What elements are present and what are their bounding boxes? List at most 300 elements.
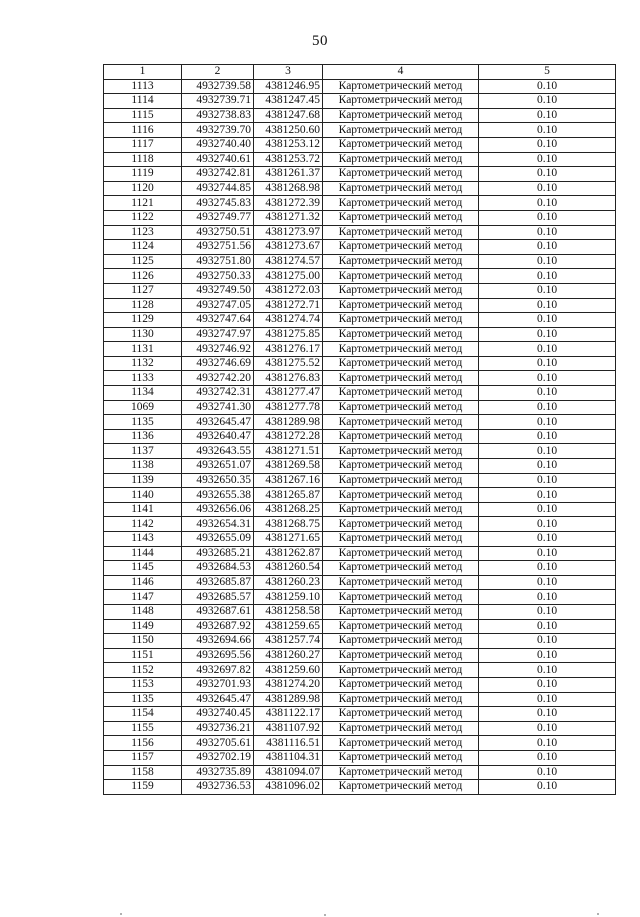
- table-row: [104, 94, 616, 109]
- x-coordinate-cell: 4932740.40: [182, 137, 254, 152]
- accuracy-cell: 0.10: [479, 648, 616, 663]
- method-cell: Картометрический метод: [323, 415, 479, 430]
- point-number-cell: 1147: [104, 590, 182, 605]
- y-coordinate-cell: 4381271.65: [254, 532, 323, 547]
- table-row: [104, 123, 616, 138]
- table-row: [104, 721, 616, 736]
- point-number-cell: 1127: [104, 283, 182, 298]
- point-number-cell: 1117: [104, 137, 182, 152]
- method-cell: Картометрический метод: [323, 386, 479, 401]
- x-coordinate-cell: 4932746.69: [182, 356, 254, 371]
- x-coordinate-cell: 4932685.87: [182, 575, 254, 590]
- y-coordinate-cell: 4381253.12: [254, 137, 323, 152]
- header-col-4: 4: [323, 65, 479, 80]
- method-cell: Картометрический метод: [323, 604, 479, 619]
- table-row: [104, 371, 616, 386]
- y-coordinate-cell: 4381275.00: [254, 269, 323, 284]
- table-body: [104, 79, 616, 794]
- method-cell: Картометрический метод: [323, 108, 479, 123]
- y-coordinate-cell: 4381272.71: [254, 298, 323, 313]
- scan-speck: [120, 913, 122, 915]
- scan-speck: [597, 913, 599, 915]
- point-number-cell: 1133: [104, 371, 182, 386]
- y-coordinate-cell: 4381272.03: [254, 283, 323, 298]
- x-coordinate-cell: 4932685.57: [182, 590, 254, 605]
- point-number-cell: 1128: [104, 298, 182, 313]
- point-number-cell: 1131: [104, 342, 182, 357]
- accuracy-cell: 0.10: [479, 502, 616, 517]
- x-coordinate-cell: 4932739.71: [182, 94, 254, 109]
- y-coordinate-cell: 4381274.20: [254, 677, 323, 692]
- accuracy-cell: 0.10: [479, 532, 616, 547]
- table-row: [104, 707, 616, 722]
- y-coordinate-cell: 4381277.78: [254, 400, 323, 415]
- y-coordinate-cell: 4381094.07: [254, 765, 323, 780]
- accuracy-cell: 0.10: [479, 473, 616, 488]
- point-number-cell: 1119: [104, 167, 182, 182]
- table-row: [104, 225, 616, 240]
- accuracy-cell: 0.10: [479, 210, 616, 225]
- point-number-cell: 1154: [104, 707, 182, 722]
- table-row: [104, 269, 616, 284]
- x-coordinate-cell: 4932744.85: [182, 181, 254, 196]
- point-number-cell: 1159: [104, 780, 182, 795]
- accuracy-cell: 0.10: [479, 692, 616, 707]
- accuracy-cell: 0.10: [479, 707, 616, 722]
- y-coordinate-cell: 4381268.75: [254, 517, 323, 532]
- table-row: [104, 648, 616, 663]
- table-row: [104, 79, 616, 94]
- accuracy-cell: 0.10: [479, 546, 616, 561]
- accuracy-cell: 0.10: [479, 240, 616, 255]
- accuracy-cell: 0.10: [479, 575, 616, 590]
- table-row: [104, 400, 616, 415]
- x-coordinate-cell: 4932650.35: [182, 473, 254, 488]
- method-cell: Картометрический метод: [323, 677, 479, 692]
- table-row: [104, 240, 616, 255]
- x-coordinate-cell: 4932749.77: [182, 210, 254, 225]
- x-coordinate-cell: 4932736.53: [182, 780, 254, 795]
- method-cell: Картометрический метод: [323, 634, 479, 649]
- method-cell: Картометрический метод: [323, 619, 479, 634]
- x-coordinate-cell: 4932742.31: [182, 386, 254, 401]
- accuracy-cell: 0.10: [479, 750, 616, 765]
- table-row: [104, 663, 616, 678]
- y-coordinate-cell: 4381272.28: [254, 429, 323, 444]
- y-coordinate-cell: 4381271.32: [254, 210, 323, 225]
- x-coordinate-cell: 4932684.53: [182, 561, 254, 576]
- point-number-cell: 1157: [104, 750, 182, 765]
- point-number-cell: 1135: [104, 692, 182, 707]
- y-coordinate-cell: 4381247.68: [254, 108, 323, 123]
- accuracy-cell: 0.10: [479, 225, 616, 240]
- point-number-cell: 1122: [104, 210, 182, 225]
- accuracy-cell: 0.10: [479, 123, 616, 138]
- x-coordinate-cell: 4932694.66: [182, 634, 254, 649]
- y-coordinate-cell: 4381273.97: [254, 225, 323, 240]
- x-coordinate-cell: 4932739.70: [182, 123, 254, 138]
- accuracy-cell: 0.10: [479, 181, 616, 196]
- table-row: [104, 429, 616, 444]
- table-row: [104, 415, 616, 430]
- method-cell: Картометрический метод: [323, 254, 479, 269]
- x-coordinate-cell: 4932740.45: [182, 707, 254, 722]
- x-coordinate-cell: 4932655.09: [182, 532, 254, 547]
- y-coordinate-cell: 4381276.17: [254, 342, 323, 357]
- method-cell: Картометрический метод: [323, 488, 479, 503]
- method-cell: Картометрический метод: [323, 240, 479, 255]
- table-row: [104, 386, 616, 401]
- point-number-cell: 1121: [104, 196, 182, 211]
- x-coordinate-cell: 4932750.51: [182, 225, 254, 240]
- y-coordinate-cell: 4381260.54: [254, 561, 323, 576]
- point-number-cell: 1141: [104, 502, 182, 517]
- y-coordinate-cell: 4381247.45: [254, 94, 323, 109]
- table-row: [104, 473, 616, 488]
- method-cell: Картометрический метод: [323, 269, 479, 284]
- accuracy-cell: 0.10: [479, 108, 616, 123]
- method-cell: Картометрический метод: [323, 210, 479, 225]
- method-cell: Картометрический метод: [323, 123, 479, 138]
- method-cell: Картометрический метод: [323, 298, 479, 313]
- point-number-cell: 1113: [104, 79, 182, 94]
- point-number-cell: 1150: [104, 634, 182, 649]
- y-coordinate-cell: 4381273.67: [254, 240, 323, 255]
- table-row: [104, 765, 616, 780]
- method-cell: Картометрический метод: [323, 648, 479, 663]
- y-coordinate-cell: 4381275.52: [254, 356, 323, 371]
- method-cell: Картометрический метод: [323, 400, 479, 415]
- point-number-cell: 1123: [104, 225, 182, 240]
- y-coordinate-cell: 4381257.74: [254, 634, 323, 649]
- point-number-cell: 1069: [104, 400, 182, 415]
- table-row: [104, 196, 616, 211]
- header-col-2: 2: [182, 65, 254, 80]
- x-coordinate-cell: 4932697.82: [182, 663, 254, 678]
- method-cell: Картометрический метод: [323, 517, 479, 532]
- y-coordinate-cell: 4381261.37: [254, 167, 323, 182]
- accuracy-cell: 0.10: [479, 254, 616, 269]
- table-row: [104, 750, 616, 765]
- accuracy-cell: 0.10: [479, 400, 616, 415]
- y-coordinate-cell: 4381269.58: [254, 459, 323, 474]
- y-coordinate-cell: 4381260.23: [254, 575, 323, 590]
- point-number-cell: 1151: [104, 648, 182, 663]
- table-row: [104, 181, 616, 196]
- point-number-cell: 1155: [104, 721, 182, 736]
- x-coordinate-cell: 4932643.55: [182, 444, 254, 459]
- y-coordinate-cell: 4381116.51: [254, 736, 323, 751]
- method-cell: Картометрический метод: [323, 196, 479, 211]
- x-coordinate-cell: 4932745.83: [182, 196, 254, 211]
- accuracy-cell: 0.10: [479, 371, 616, 386]
- accuracy-cell: 0.10: [479, 561, 616, 576]
- method-cell: Картометрический метод: [323, 721, 479, 736]
- method-cell: Картометрический метод: [323, 283, 479, 298]
- x-coordinate-cell: 4932655.38: [182, 488, 254, 503]
- x-coordinate-cell: 4932747.64: [182, 313, 254, 328]
- x-coordinate-cell: 4932742.81: [182, 167, 254, 182]
- point-number-cell: 1126: [104, 269, 182, 284]
- point-number-cell: 1140: [104, 488, 182, 503]
- y-coordinate-cell: 4381104.31: [254, 750, 323, 765]
- method-cell: Картометрический метод: [323, 167, 479, 182]
- y-coordinate-cell: 4381250.60: [254, 123, 323, 138]
- point-number-cell: 1116: [104, 123, 182, 138]
- table-row: [104, 283, 616, 298]
- method-cell: Картометрический метод: [323, 502, 479, 517]
- method-cell: Картометрический метод: [323, 692, 479, 707]
- table-row: [104, 108, 616, 123]
- coordinates-table: [103, 64, 616, 795]
- x-coordinate-cell: 4932736.21: [182, 721, 254, 736]
- table-row: [104, 677, 616, 692]
- accuracy-cell: 0.10: [479, 196, 616, 211]
- method-cell: Картометрический метод: [323, 444, 479, 459]
- x-coordinate-cell: 4932740.61: [182, 152, 254, 167]
- x-coordinate-cell: 4932705.61: [182, 736, 254, 751]
- accuracy-cell: 0.10: [479, 780, 616, 795]
- method-cell: Картометрический метод: [323, 561, 479, 576]
- table-row: [104, 298, 616, 313]
- table-row: [104, 254, 616, 269]
- x-coordinate-cell: 4932702.19: [182, 750, 254, 765]
- accuracy-cell: 0.10: [479, 269, 616, 284]
- table-row: [104, 137, 616, 152]
- accuracy-cell: 0.10: [479, 444, 616, 459]
- point-number-cell: 1138: [104, 459, 182, 474]
- table-row: [104, 444, 616, 459]
- point-number-cell: 1143: [104, 532, 182, 547]
- point-number-cell: 1146: [104, 575, 182, 590]
- accuracy-cell: 0.10: [479, 79, 616, 94]
- y-coordinate-cell: 4381259.10: [254, 590, 323, 605]
- method-cell: Картометрический метод: [323, 94, 479, 109]
- x-coordinate-cell: 4932751.56: [182, 240, 254, 255]
- accuracy-cell: 0.10: [479, 313, 616, 328]
- accuracy-cell: 0.10: [479, 517, 616, 532]
- x-coordinate-cell: 4932735.89: [182, 765, 254, 780]
- y-coordinate-cell: 4381277.47: [254, 386, 323, 401]
- method-cell: Картометрический метод: [323, 750, 479, 765]
- method-cell: Картометрический метод: [323, 546, 479, 561]
- x-coordinate-cell: 4932685.21: [182, 546, 254, 561]
- point-number-cell: 1118: [104, 152, 182, 167]
- y-coordinate-cell: 4381274.74: [254, 313, 323, 328]
- x-coordinate-cell: 4932645.47: [182, 415, 254, 430]
- x-coordinate-cell: 4932747.97: [182, 327, 254, 342]
- y-coordinate-cell: 4381268.98: [254, 181, 323, 196]
- method-cell: Картометрический метод: [323, 225, 479, 240]
- table-row: [104, 327, 616, 342]
- point-number-cell: 1135: [104, 415, 182, 430]
- y-coordinate-cell: 4381271.51: [254, 444, 323, 459]
- point-number-cell: 1114: [104, 94, 182, 109]
- table-row: [104, 575, 616, 590]
- y-coordinate-cell: 4381253.72: [254, 152, 323, 167]
- point-number-cell: 1142: [104, 517, 182, 532]
- method-cell: Картометрический метод: [323, 663, 479, 678]
- accuracy-cell: 0.10: [479, 94, 616, 109]
- header-col-5: 5: [479, 65, 616, 80]
- table-row: [104, 167, 616, 182]
- accuracy-cell: 0.10: [479, 283, 616, 298]
- x-coordinate-cell: 4932640.47: [182, 429, 254, 444]
- accuracy-cell: 0.10: [479, 736, 616, 751]
- accuracy-cell: 0.10: [479, 386, 616, 401]
- page-number: 50: [312, 33, 328, 49]
- accuracy-cell: 0.10: [479, 721, 616, 736]
- y-coordinate-cell: 4381268.25: [254, 502, 323, 517]
- table-row: [104, 488, 616, 503]
- header-col-3: 3: [254, 65, 323, 80]
- y-coordinate-cell: 4381276.83: [254, 371, 323, 386]
- x-coordinate-cell: 4932739.58: [182, 79, 254, 94]
- table-row: [104, 342, 616, 357]
- method-cell: Картометрический метод: [323, 342, 479, 357]
- x-coordinate-cell: 4932695.56: [182, 648, 254, 663]
- y-coordinate-cell: 4381259.65: [254, 619, 323, 634]
- y-coordinate-cell: 4381107.92: [254, 721, 323, 736]
- table-header-row: [104, 65, 616, 80]
- x-coordinate-cell: 4932749.50: [182, 283, 254, 298]
- point-number-cell: 1139: [104, 473, 182, 488]
- table-row: [104, 502, 616, 517]
- point-number-cell: 1120: [104, 181, 182, 196]
- y-coordinate-cell: 4381262.87: [254, 546, 323, 561]
- table-row: [104, 459, 616, 474]
- method-cell: Картометрический метод: [323, 473, 479, 488]
- point-number-cell: 1134: [104, 386, 182, 401]
- y-coordinate-cell: 4381096.02: [254, 780, 323, 795]
- table-row: [104, 619, 616, 634]
- method-cell: Картометрический метод: [323, 356, 479, 371]
- y-coordinate-cell: 4381289.98: [254, 692, 323, 707]
- accuracy-cell: 0.10: [479, 415, 616, 430]
- accuracy-cell: 0.10: [479, 619, 616, 634]
- table-row: [104, 313, 616, 328]
- y-coordinate-cell: 4381258.58: [254, 604, 323, 619]
- table-row: [104, 356, 616, 371]
- x-coordinate-cell: 4932750.33: [182, 269, 254, 284]
- accuracy-cell: 0.10: [479, 663, 616, 678]
- x-coordinate-cell: 4932651.07: [182, 459, 254, 474]
- x-coordinate-cell: 4932738.83: [182, 108, 254, 123]
- x-coordinate-cell: 4932751.80: [182, 254, 254, 269]
- method-cell: Картометрический метод: [323, 152, 479, 167]
- method-cell: Картометрический метод: [323, 371, 479, 386]
- table-row: [104, 736, 616, 751]
- y-coordinate-cell: 4381246.95: [254, 79, 323, 94]
- accuracy-cell: 0.10: [479, 342, 616, 357]
- method-cell: Картометрический метод: [323, 707, 479, 722]
- method-cell: Картометрический метод: [323, 780, 479, 795]
- x-coordinate-cell: 4932701.93: [182, 677, 254, 692]
- x-coordinate-cell: 4932654.31: [182, 517, 254, 532]
- accuracy-cell: 0.10: [479, 459, 616, 474]
- x-coordinate-cell: 4932687.92: [182, 619, 254, 634]
- point-number-cell: 1158: [104, 765, 182, 780]
- y-coordinate-cell: 4381267.16: [254, 473, 323, 488]
- table-row: [104, 517, 616, 532]
- accuracy-cell: 0.10: [479, 604, 616, 619]
- accuracy-cell: 0.10: [479, 590, 616, 605]
- point-number-cell: 1137: [104, 444, 182, 459]
- point-number-cell: 1148: [104, 604, 182, 619]
- accuracy-cell: 0.10: [479, 356, 616, 371]
- point-number-cell: 1130: [104, 327, 182, 342]
- table-row: [104, 604, 616, 619]
- table-row: [104, 590, 616, 605]
- accuracy-cell: 0.10: [479, 634, 616, 649]
- point-number-cell: 1132: [104, 356, 182, 371]
- x-coordinate-cell: 4932656.06: [182, 502, 254, 517]
- y-coordinate-cell: 4381272.39: [254, 196, 323, 211]
- method-cell: Картометрический метод: [323, 590, 479, 605]
- method-cell: Картометрический метод: [323, 429, 479, 444]
- y-coordinate-cell: 4381259.60: [254, 663, 323, 678]
- accuracy-cell: 0.10: [479, 327, 616, 342]
- x-coordinate-cell: 4932645.47: [182, 692, 254, 707]
- point-number-cell: 1153: [104, 677, 182, 692]
- accuracy-cell: 0.10: [479, 137, 616, 152]
- method-cell: Картометрический метод: [323, 79, 479, 94]
- method-cell: Картометрический метод: [323, 459, 479, 474]
- y-coordinate-cell: 4381289.98: [254, 415, 323, 430]
- x-coordinate-cell: 4932742.20: [182, 371, 254, 386]
- accuracy-cell: 0.10: [479, 677, 616, 692]
- table-row: [104, 210, 616, 225]
- point-number-cell: 1136: [104, 429, 182, 444]
- method-cell: Картометрический метод: [323, 736, 479, 751]
- accuracy-cell: 0.10: [479, 152, 616, 167]
- table-row: [104, 780, 616, 795]
- y-coordinate-cell: 4381265.87: [254, 488, 323, 503]
- method-cell: Картометрический метод: [323, 137, 479, 152]
- y-coordinate-cell: 4381274.57: [254, 254, 323, 269]
- x-coordinate-cell: 4932687.61: [182, 604, 254, 619]
- accuracy-cell: 0.10: [479, 429, 616, 444]
- point-number-cell: 1115: [104, 108, 182, 123]
- accuracy-cell: 0.10: [479, 765, 616, 780]
- method-cell: Картометрический метод: [323, 575, 479, 590]
- accuracy-cell: 0.10: [479, 167, 616, 182]
- table-row: [104, 546, 616, 561]
- x-coordinate-cell: 4932746.92: [182, 342, 254, 357]
- x-coordinate-cell: 4932747.05: [182, 298, 254, 313]
- point-number-cell: 1152: [104, 663, 182, 678]
- point-number-cell: 1149: [104, 619, 182, 634]
- point-number-cell: 1144: [104, 546, 182, 561]
- x-coordinate-cell: 4932741.30: [182, 400, 254, 415]
- method-cell: Картометрический метод: [323, 181, 479, 196]
- table-row: [104, 692, 616, 707]
- accuracy-cell: 0.10: [479, 298, 616, 313]
- y-coordinate-cell: 4381275.85: [254, 327, 323, 342]
- point-number-cell: 1145: [104, 561, 182, 576]
- method-cell: Картометрический метод: [323, 327, 479, 342]
- method-cell: Картометрический метод: [323, 313, 479, 328]
- scan-speck: [324, 914, 326, 916]
- table-row: [104, 532, 616, 547]
- method-cell: Картометрический метод: [323, 532, 479, 547]
- y-coordinate-cell: 4381122.17: [254, 707, 323, 722]
- point-number-cell: 1129: [104, 313, 182, 328]
- table-row: [104, 634, 616, 649]
- y-coordinate-cell: 4381260.27: [254, 648, 323, 663]
- method-cell: Картометрический метод: [323, 765, 479, 780]
- point-number-cell: 1124: [104, 240, 182, 255]
